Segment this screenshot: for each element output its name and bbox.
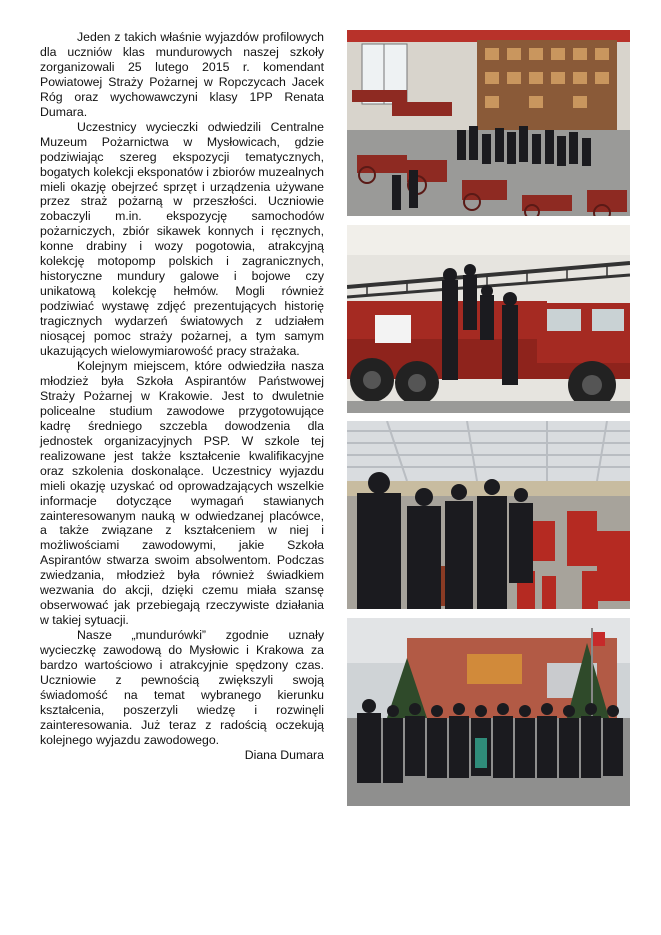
museum-hall-image <box>347 30 630 216</box>
fire-engine-image <box>347 225 630 413</box>
photo-museum-hall <box>347 30 630 216</box>
article-text <box>40 30 324 763</box>
group-photo-image <box>347 618 630 806</box>
photo-group-outside <box>347 618 630 806</box>
photo-fire-engine <box>347 225 630 413</box>
training-hall-image <box>347 421 630 609</box>
paragraph-1: Jeden z takich właśnie wyjazdów profilowych dla uczniów klas mundurowych naszej szkoły zorganizowali 25 lutego 2015 r. komendant Powiatowej Straży Pożarnej w Ropczycach Jacek Róg oraz wychowawczyni klasy 1PP Renata Dumara. <box>40 30 324 119</box>
paragraph-3: Kolejnym miejscem, które odwiedziła nasza młodzież była Szkoła Aspirantów Państwowej Straży Pożarnej w Krakowie. Jest to dwuletnie policealne studium zawodowe przygotowujące kadrę średniego szczebla dowodzenia dla jednostek organizacyjnych PSP. W szkole tej realizowane jest także kształcenie kwalifikacyjne oraz szkolenia doskonalące. Uczestnicy wyjazdu mieli okazję uzyskać od oprowadzających wszelkie informacje dotyczące wymagań stawianych zainteresowanym nauką w odwiedzanej placówce, a także związane z kształceniem w niej i możliwościami zawodowymi, jakie Szkoła Aspirantów stwarza swoim absolwentom. Podczas zwiedzania, młodzież była również świadkiem wezwania do akcji, dzięki czemu miała szansę obserwować jak przebiegają rzeczywiste działania w takiej sytuacji. <box>40 358 324 628</box>
author-signature: Diana Dumara <box>244 747 324 762</box>
paragraph-4: Nasze „mundurówki” zgodnie uznały wycieczkę zawodową do Mysłowic i Krakowa za bardzo wartościowo i atrakcyjnie spędzony czas. Uczniowie z pewnością zwiększyli swoją świadomość na temat wybranego kierunku kształcenia, poszerzyli wiedzę i rozwinęli zainteresowania. Już teraz z radością oczekują kolejnego wyjazdu zawodowego. <box>40 628 324 747</box>
photo-training-hall <box>347 421 630 609</box>
paragraph-2: Uczestnicy wycieczki odwiedzili Centralne Muzeum Pożarnictwa w Mysłowicach, gdzie podziwiając szereg ekspozycji tematycznych, bogatych kolekcji eksponatów i zbiorów muzealnych mieli okazję obejrzeć sprzęt i urządzenia używane przez straż pożarną w przeszłości. Uczniowie zobaczyli m.in. ekspozycję samochodów pożarniczych, zbiór sikawek konnych i ręcznych, konne drabiny i wozy pogotowia, atrakcyjną kolekcję motopomp polskich i zagranicznych, historyczne mundury galowe i bojowe czy unikatową kolekcję hełmów. Mogli również podziwiać wystawę zdjęć prezentujących historię tragicznych wydarzeń światowych z udziałem niosącej pomoc straży pożarnej, a tym samym ukazujących wielowymiarowość pracy strażaka. <box>40 119 324 359</box>
